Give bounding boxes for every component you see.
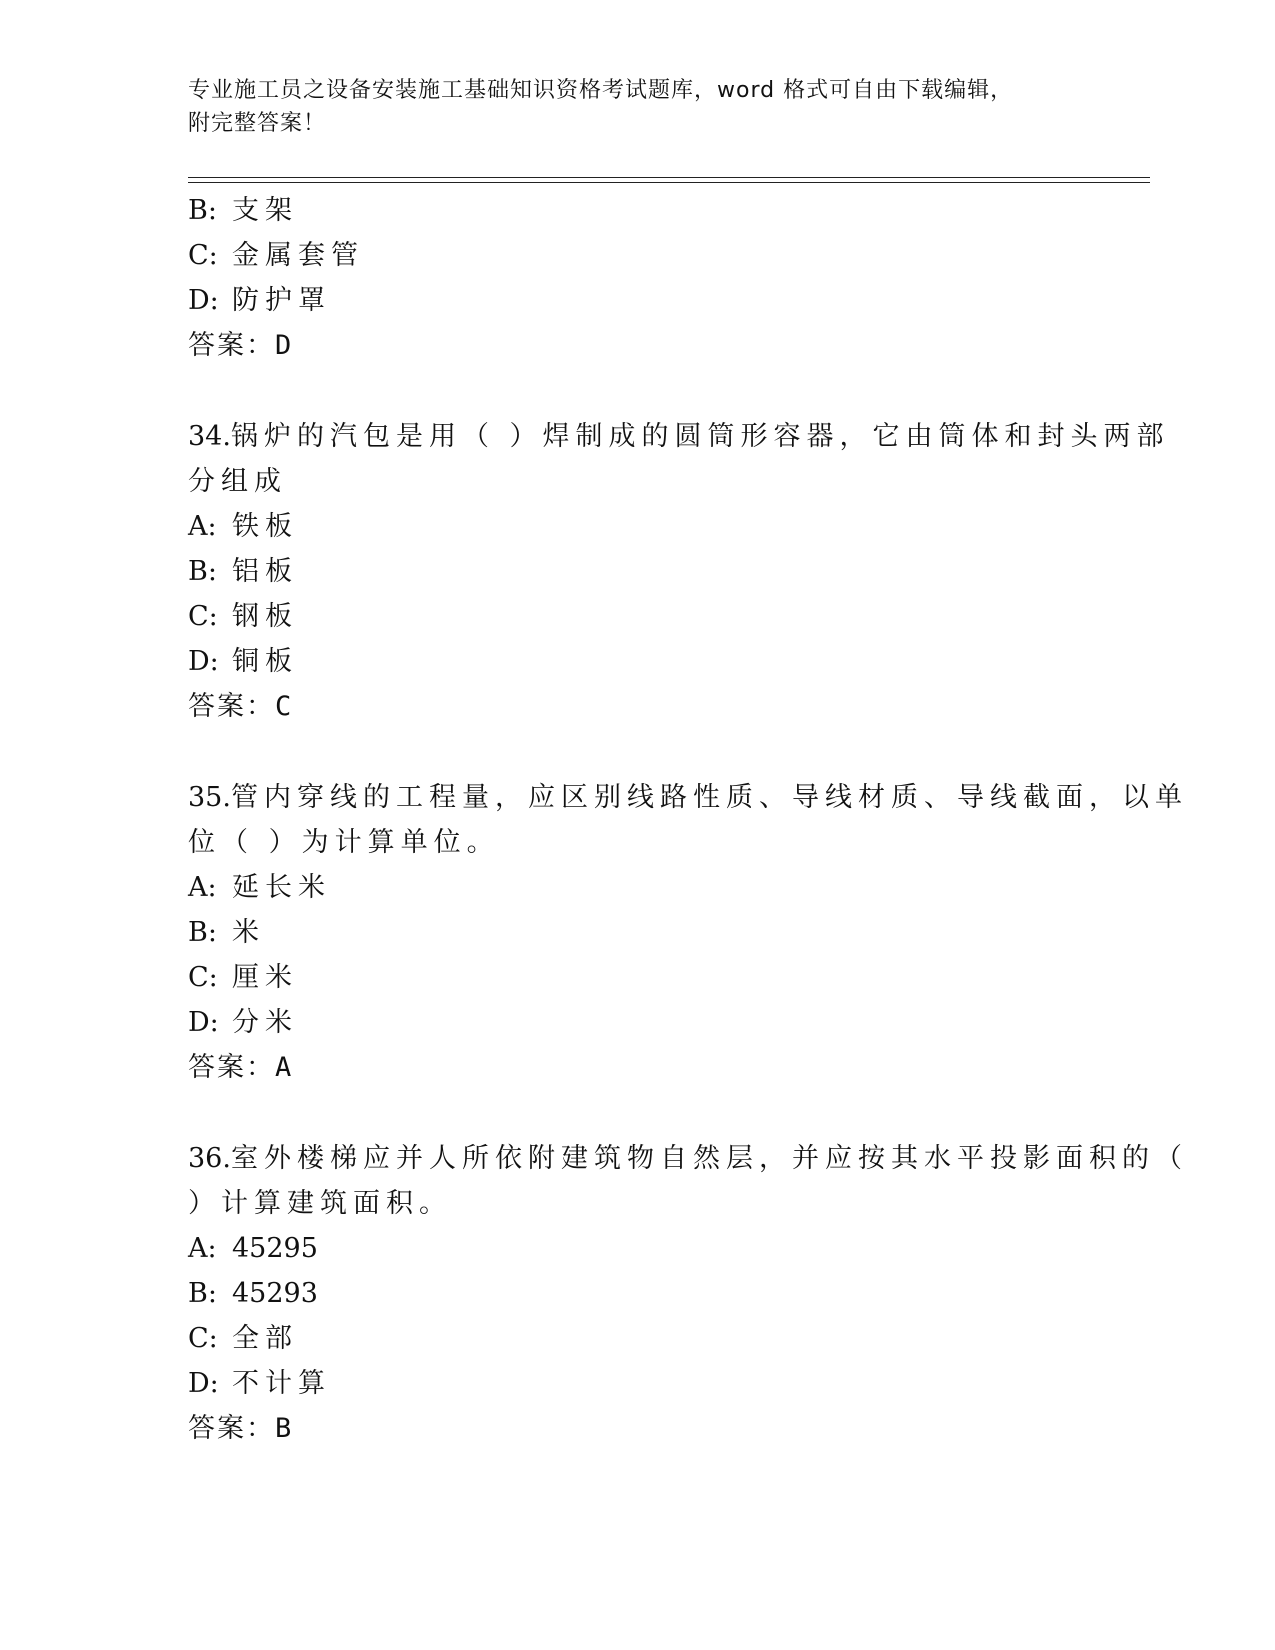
- option-letter: B:: [188, 556, 217, 587]
- option-letter: B:: [188, 917, 217, 948]
- option-letter: B:: [188, 195, 217, 226]
- document-body: [188, 188, 1188, 1451]
- option-letter: D:: [188, 1007, 219, 1038]
- option-c: [188, 233, 1088, 278]
- option-text: 米: [232, 917, 265, 948]
- option-text: 延长米: [232, 872, 331, 903]
- option-text: 钢板: [232, 601, 298, 632]
- option-letter: C:: [188, 1323, 218, 1354]
- answer-label: 答案：: [188, 330, 275, 361]
- question-stem-line-1: [188, 1136, 1188, 1181]
- option-text: 铜板: [232, 646, 298, 677]
- header-divider-bottom: [188, 182, 1150, 183]
- option-letter: D:: [188, 646, 219, 677]
- question-stem-line-2: 位（ ）为计算单位。: [188, 827, 500, 858]
- option-d: [188, 1361, 1088, 1406]
- option-text: 铝板: [232, 556, 298, 587]
- option-d: [188, 639, 1088, 684]
- option-letter: C:: [188, 601, 218, 632]
- option-letter: D:: [188, 285, 219, 316]
- option-letter: A:: [188, 872, 217, 903]
- question-stem-line-1: [188, 775, 1188, 820]
- answer-line: [188, 1045, 1088, 1090]
- option-c: [188, 955, 1088, 1000]
- option-a: [188, 865, 1088, 910]
- question-text: 管内穿线的工程量，应区别线路性质、导线材质、导线截面，以单: [230, 782, 1188, 813]
- option-c: [188, 1316, 1088, 1361]
- header-divider-top: [188, 177, 1150, 178]
- option-text: 分米: [232, 1007, 298, 1038]
- question-36: [188, 1136, 1188, 1451]
- option-text: 不计算: [232, 1368, 331, 1399]
- answer-value: C: [275, 691, 292, 722]
- option-letter: B:: [188, 1278, 217, 1309]
- option-c: [188, 594, 1088, 639]
- option-text: 45295: [232, 1233, 318, 1264]
- question-33-continued: [188, 188, 1088, 368]
- option-letter: C:: [188, 962, 218, 993]
- header-line-1: 专业施工员之设备安装施工基础知识资格考试题库，word 格式可自由下载编辑，: [188, 78, 1014, 103]
- spacer: [188, 368, 1088, 414]
- question-34: [188, 414, 1170, 729]
- option-d: [188, 1000, 1088, 1045]
- spacer: [188, 1090, 1088, 1136]
- option-text: 厘米: [232, 962, 298, 993]
- option-b: [188, 549, 1088, 594]
- answer-line: [188, 1406, 1088, 1451]
- option-b: [188, 1271, 1088, 1316]
- option-text: 45293: [232, 1278, 318, 1309]
- option-text: 支架: [232, 195, 298, 226]
- question-number: 35.: [188, 782, 231, 813]
- option-b: [188, 188, 1088, 233]
- answer-value: A: [275, 1052, 292, 1083]
- answer-label: 答案：: [188, 1413, 275, 1444]
- question-35: [188, 775, 1188, 1090]
- option-text: 铁板: [232, 511, 298, 542]
- option-d: [188, 278, 1088, 323]
- option-text: 金属套管: [232, 240, 364, 271]
- answer-value: B: [275, 1413, 292, 1444]
- option-letter: A:: [188, 1233, 217, 1264]
- document-header: [188, 74, 1068, 140]
- spacer: [188, 729, 1088, 775]
- option-b: [188, 910, 1088, 955]
- question-stem-line-1: [188, 414, 1170, 459]
- option-text: 防护罩: [232, 285, 331, 316]
- answer-label: 答案：: [188, 691, 275, 722]
- answer-value: D: [275, 330, 292, 361]
- answer-line: [188, 684, 1088, 729]
- option-letter: C:: [188, 240, 218, 271]
- question-number: 34.: [188, 421, 231, 452]
- question-text: 室外楼梯应并人所依附建筑物自然层，并应按其水平投影面积的（: [230, 1143, 1188, 1174]
- question-text: 锅炉的汽包是用（ ）焊制成的圆筒形容器，它由筒体和封头两部: [230, 421, 1170, 452]
- question-stem-line-2: 分组成: [188, 466, 287, 497]
- question-number: 36.: [188, 1143, 231, 1174]
- option-a: [188, 504, 1088, 549]
- answer-line: [188, 323, 1088, 368]
- option-text: 全部: [232, 1323, 298, 1354]
- option-letter: A:: [188, 511, 217, 542]
- question-stem-line-2: ）计算建筑面积。: [188, 1188, 452, 1219]
- option-a: [188, 1226, 1088, 1271]
- header-line-2: 附完整答案！: [188, 111, 327, 136]
- answer-label: 答案：: [188, 1052, 275, 1083]
- option-letter: D:: [188, 1368, 219, 1399]
